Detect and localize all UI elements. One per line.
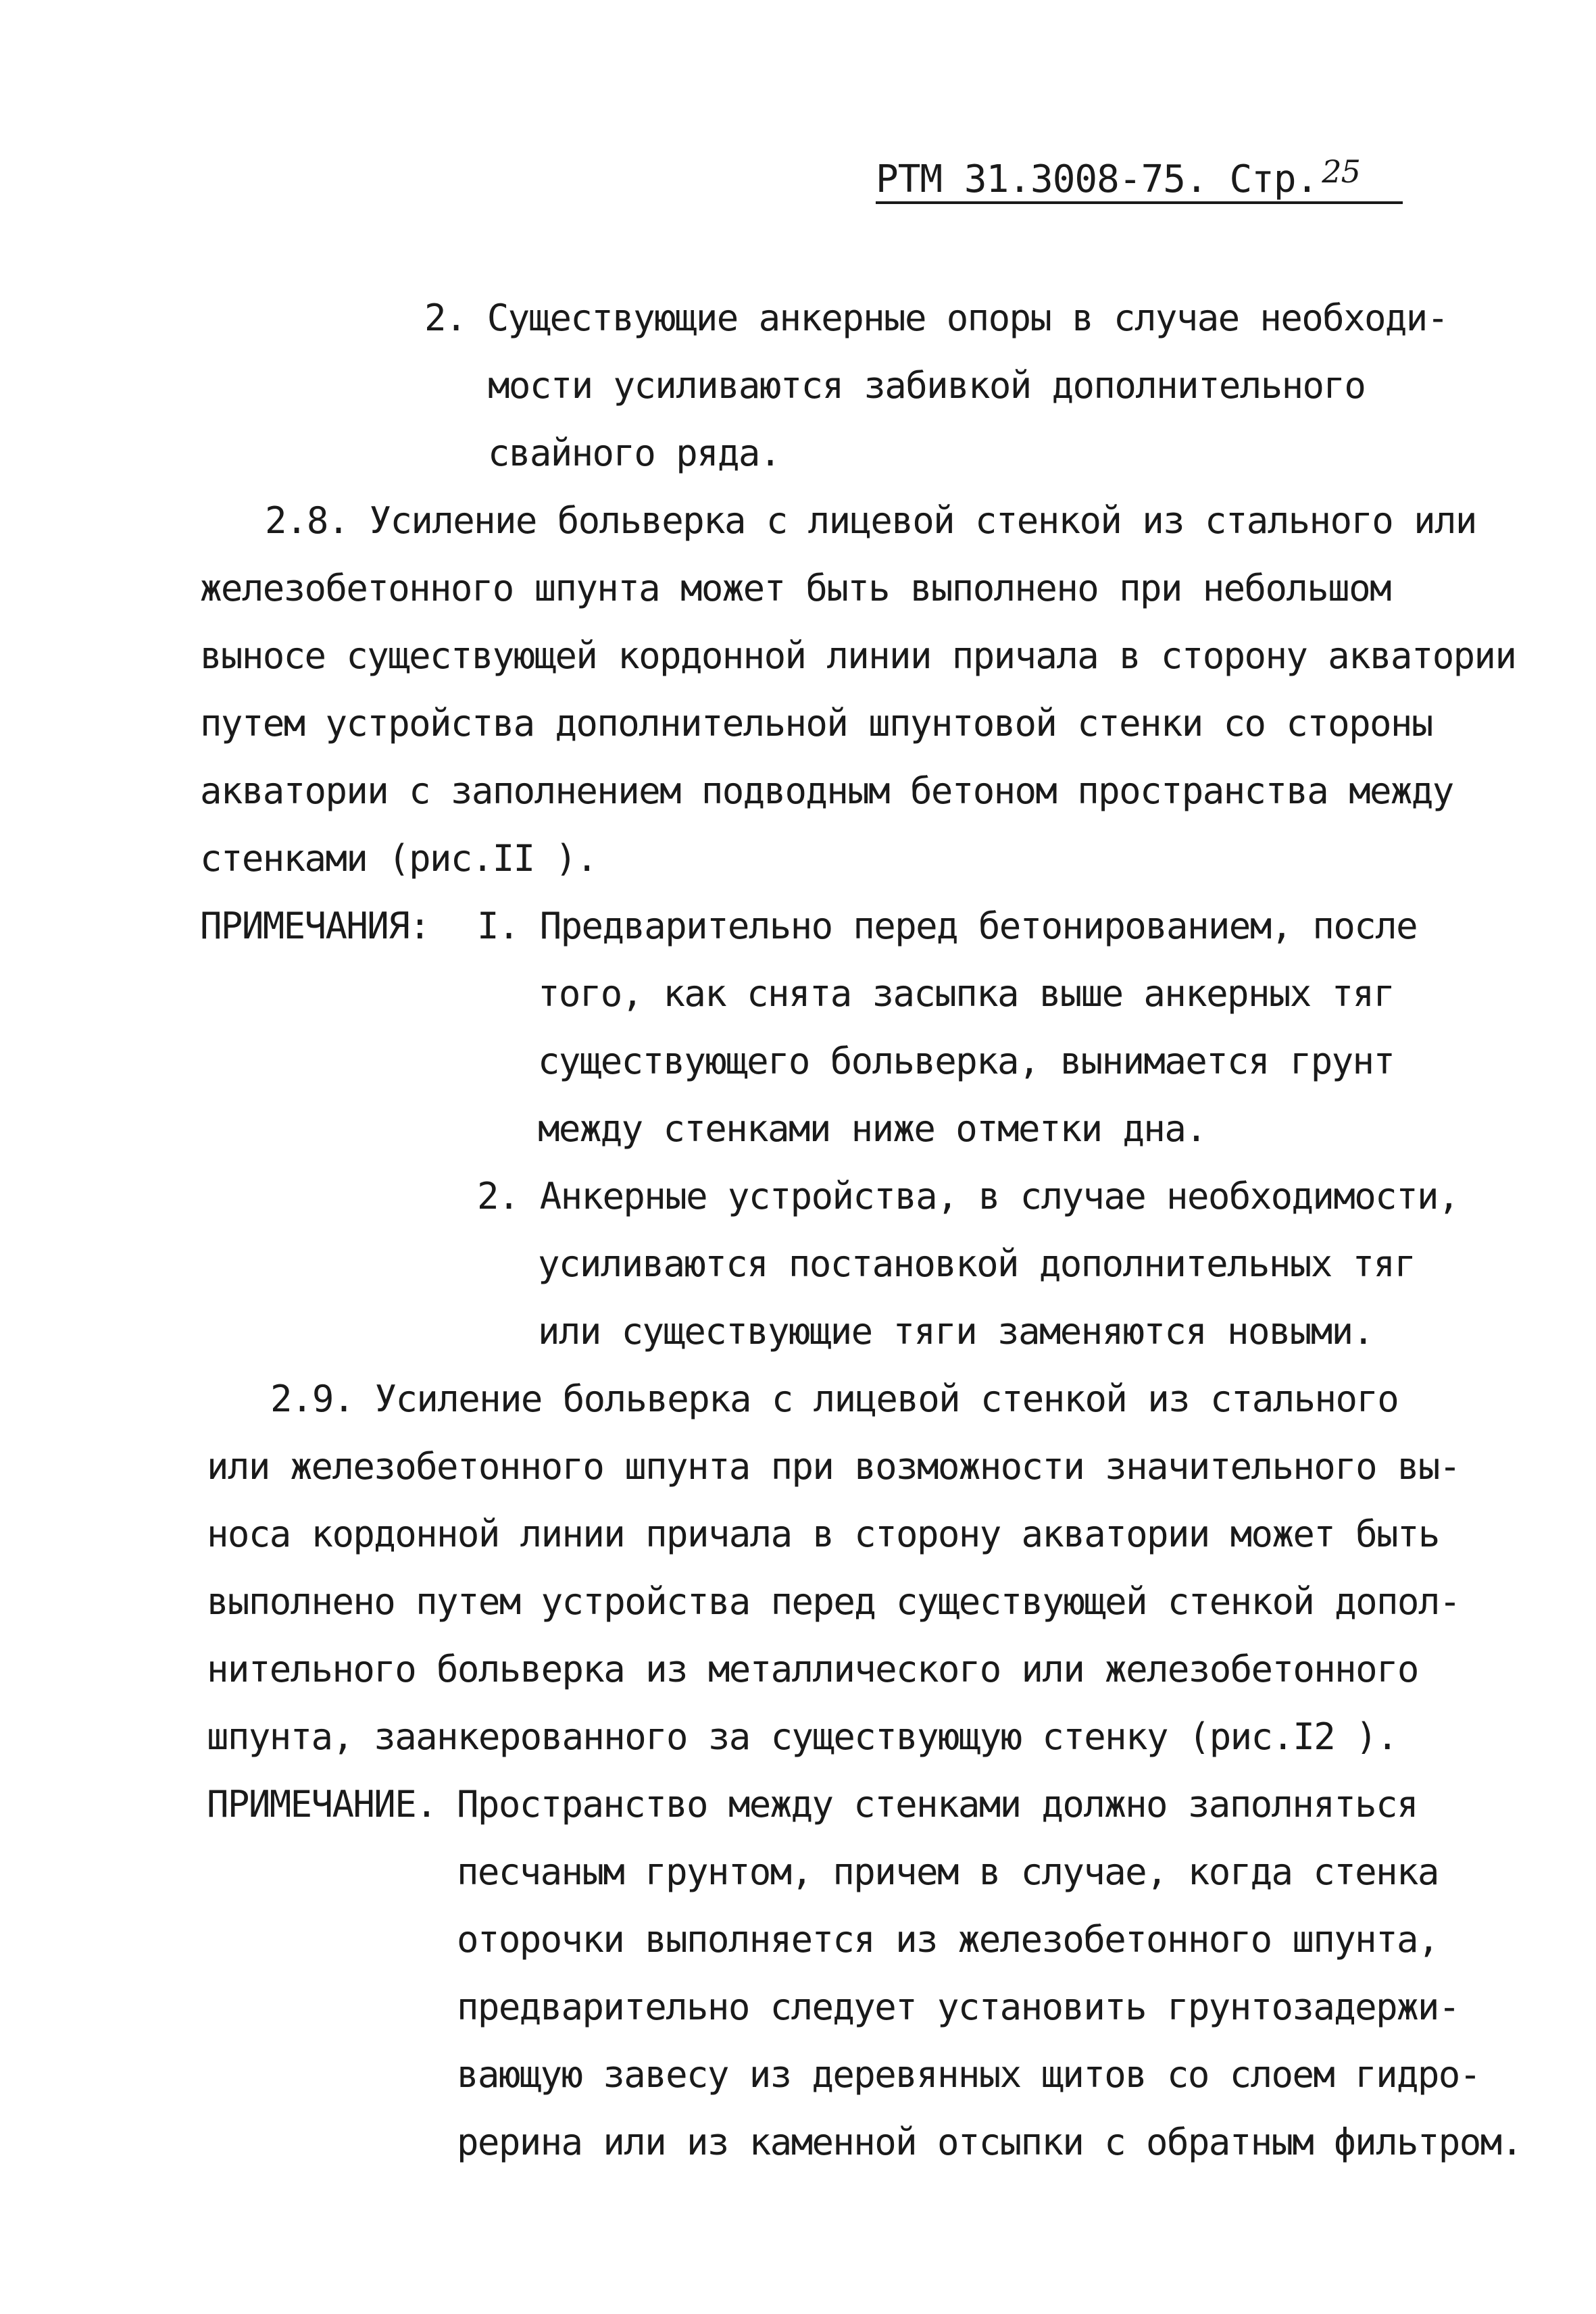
note-line: предварительно следует установить грунтозадержи- [457, 1986, 1460, 2028]
section-heading-line: 2.9. Усиление больверка с лицевой стенкой из стального [270, 1378, 1399, 1420]
note-line: усиливаются постановкой дополнительных тяг [538, 1242, 1416, 1285]
text-line: стенками (рис.II ). [200, 837, 597, 880]
page-header [876, 147, 1360, 204]
text-line: или железобетонного шпунта при возможности значительного вы- [207, 1445, 1460, 1488]
note-line: рерина или из каменной отсыпки с обратным фильтром. [457, 2121, 1522, 2163]
note-line: того, как снята засыпка выше анкерных тяг [538, 972, 1395, 1015]
text-line: акватории с заполнением подводным бетоном пространства между [200, 770, 1453, 812]
text-line: нительного больверка из металлического или железобетонного [207, 1648, 1418, 1690]
text-line: путем устройства дополнительной шпунтовой стенки со стороны [200, 702, 1432, 745]
note-line: Пространство между стенками должно заполняться [457, 1783, 1418, 1826]
note-label: ПРИМЕЧАНИЕ. [207, 1783, 437, 1826]
note-line: песчаным грунтом, причем в случае, когда стенка [457, 1851, 1439, 1893]
note-line: существующего больверка, вынимается грунт [538, 1040, 1395, 1082]
text-line: выносе существующей кордонной линии причала в сторону акватории [200, 634, 1516, 677]
document-code: РТМ 31.3008-75. Стр. [876, 157, 1318, 201]
note-line: или существующие тяги заменяются новыми. [538, 1310, 1374, 1353]
text-line: мости усиливаются забивкой дополнительного [488, 364, 1366, 407]
note-line: оторочки выполняется из железобетонного шпунта, [457, 1918, 1439, 1961]
text-line: шпунта, заанкерованного за существующую стенку (рис.I2 ). [207, 1715, 1397, 1758]
page-number: 25 [1322, 153, 1360, 190]
text-line: носа кордонной линии причала в сторону акватории может быть [207, 1513, 1439, 1555]
text-line: 2. Существующие анкерные опоры в случае необходи- [424, 297, 1448, 339]
note-line: I. Предварительно перед бетонированием, после [477, 905, 1417, 947]
notes-label: ПРИМЕЧАНИЯ: [200, 905, 430, 947]
text-line: выполнено путем устройства перед существующей стенкой допол- [207, 1580, 1460, 1623]
header-underline [876, 201, 1403, 204]
text-line: свайного ряда. [488, 432, 780, 474]
section-heading-line: 2.8. Усиление больверка с лицевой стенкой из стального или [265, 499, 1476, 542]
note-line: между стенками ниже отметки дна. [538, 1107, 1207, 1150]
text-line: железобетонного шпунта может быть выполнено при небольшом [200, 567, 1391, 609]
note-line: вающую завесу из деревянных щитов со слоем гидро- [457, 2053, 1480, 2096]
note-line: 2. Анкерные устройства, в случае необходимости, [477, 1175, 1459, 1217]
